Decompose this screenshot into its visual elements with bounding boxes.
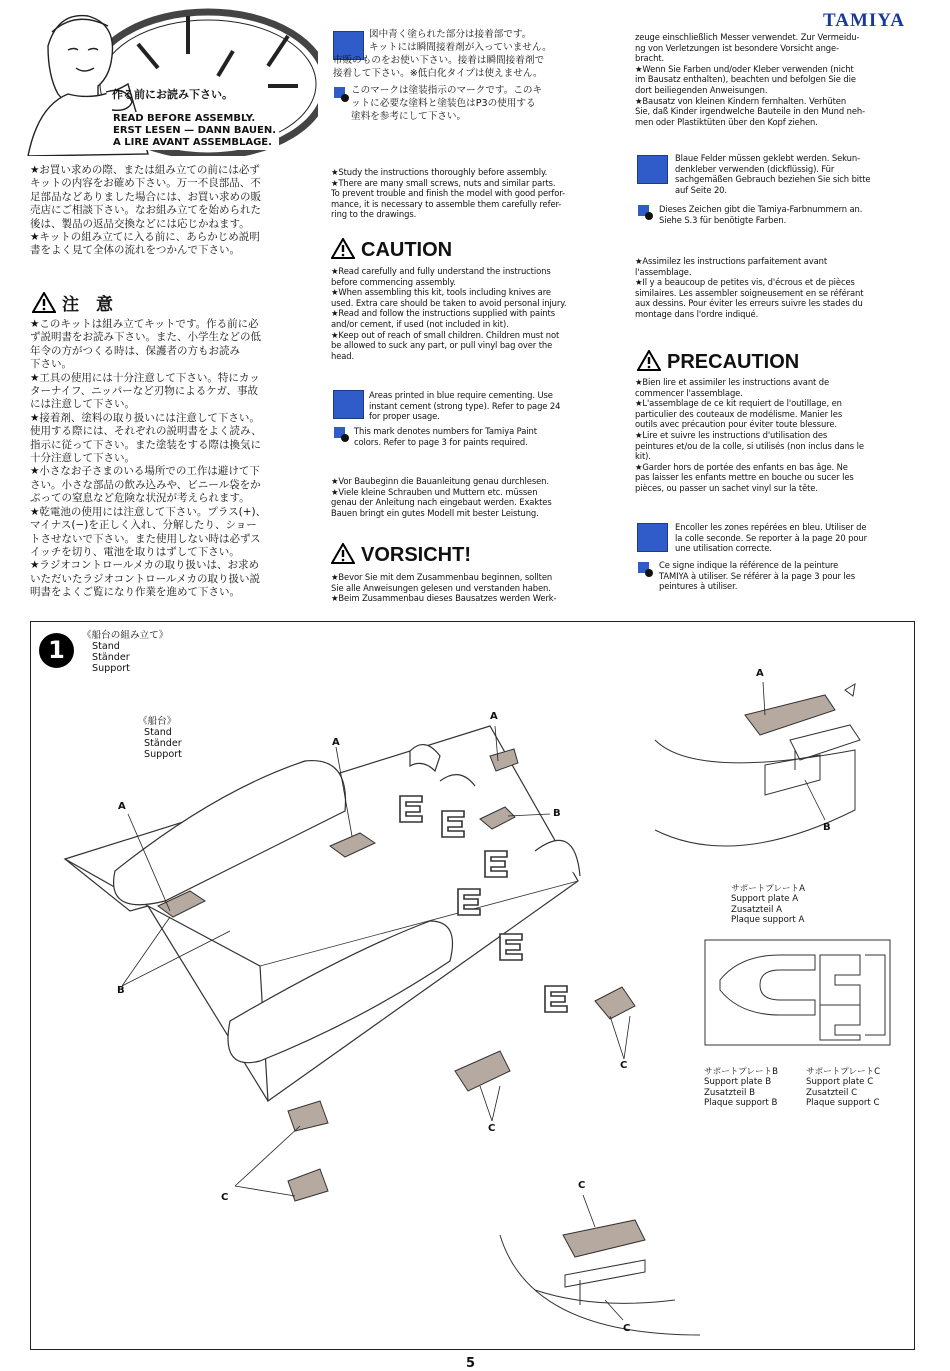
caution-heading-jp: 注 意 — [32, 290, 113, 315]
paint-brush-icon — [333, 86, 349, 102]
paint-note-en: This mark denotes numbers for Tamiya Paint colors. Refer to page 3 for paints required. — [354, 426, 537, 447]
blue-note-fr: Encoller les zones repérées en bleu. Utiliser de la colle seconde. Se reporter à la page 20 pour une utilisation correcte. — [675, 522, 867, 554]
paint-note-de: Dieses Zeichen gibt die Tamiya-Farbnummern an. Siehe S.3 für benötigte Farben. — [659, 204, 863, 225]
label-a: A — [332, 737, 340, 748]
blue-note-en: Areas printed in blue require cementing. Use instant cement (strong type). Refer to page 24 for proper usage. — [369, 390, 561, 422]
cement-blue-swatch — [637, 155, 668, 184]
caution-list-jp: ★このキットは組み立てキットです。作る前に必 ず説明書をお読み下さい。また、小学生などの低 年令の方がつくる時は、保護者の方もお読み 下さい。 ★工具の使用には十分注意して下さい。特にカッ ターナイフ、ニッパーなど刃物によるケガ、事故 には注意して下さい。 ★接着剤、塗料の取り扱いには注意して下さい。 使用する際には、それぞれの説明書をよく読み、 指示に従って下さい。また塗装をする際は換気に 十分注意して下さい。 ★小さなお子さまのいる場所での工作は避けて下 さい。小さな部品の飲み込みや、ビニール袋をか ぶっての窒息など危険な状況が考えられます。 ★乾電池の使用には注意して下さい。プラス(+)、 マイナス(−)を正しく入れ、分解したり、ショー トさせないで下さい。また使用しない時は必ずス イッチを切り、電池を取りはずして下さい。 ★ラジオコントロールメカの取り扱いは、お求め いただいたラジオコントロールメカの取り扱い説 明書をよくご覧になり作業を進めて下さい。 — [30, 318, 267, 599]
paint-brush-icon — [637, 204, 653, 220]
warning-icon — [331, 543, 355, 564]
plate-b-caption: サポートプレートB Support plate B Zusatzteil B Plaque support B — [704, 1067, 779, 1109]
intro-en: ★Study the instructions thoroughly before assembly. ★There are many small screws, nuts and similar parts. To prevent trouble and finish the model with good perfor- mance, it is necessary to assemble them carefully refer- ring to the drawings. — [331, 167, 565, 220]
cement-blue-swatch — [637, 523, 668, 552]
label-c: C — [620, 1060, 628, 1071]
read-first-fr: A LIRE AVANT ASSEMBLAGE. — [113, 137, 272, 148]
vorsicht-list-de: ★Bevor Sie mit dem Zusammenbau beginnen, sollten Sie alle Anweisungen gelesen und verstanden haben. ★Beim Zusammenbau dieses Bausatzes werden Werk- — [331, 572, 557, 604]
caution-list-en: ★Read carefully and fully understand the instructions before commencing assembly. ★When assembling this kit, tools including knives are used. Extra care should be taken to avoid personal injury. ★Read and follow the instructions supplied with paints and/or cement, if used (not included in kit). ★Keep out of reach of small children. Children must not be allowed to suck any part, or pull vinyl bag over the head. — [331, 266, 567, 361]
caution-heading: CAUTION — [331, 238, 452, 262]
page-number: 5 — [466, 1356, 476, 1371]
precaution-heading: PRECAUTION — [637, 350, 799, 374]
stand-caption: 《船台》 Stand Ständer Support — [138, 716, 182, 760]
detail-plate-c-drawing — [495, 1195, 715, 1345]
support-plates-sprue — [700, 935, 900, 1050]
brand-logo: TAMIYA — [823, 10, 906, 31]
warning-icon — [331, 238, 355, 259]
label-b: B — [823, 822, 831, 833]
label-a: A — [118, 801, 126, 812]
read-first-en: READ BEFORE ASSEMBLY. — [113, 113, 256, 124]
label-c: C — [578, 1180, 586, 1191]
label-c: C — [221, 1192, 229, 1203]
warning-icon — [637, 350, 661, 371]
cement-blue-swatch — [333, 390, 364, 419]
read-first-jp: 作る前にお読み下さい。 — [112, 88, 233, 101]
warnings-de-cont: zeuge einschließlich Messer verwendet. Zur Vermeidu- ng von Verletzungen ist besondere Vorsicht ange- bracht. ★Wenn Sie Farben und/oder Kleber verwenden (nicht im Bausatz enthalten), beachten und befolgen Sie die dort beiliegenden Anweisungen. ★Bausatz von kleinen Kindern fernhalten. Verhüten Sie, daß Kinder irgendwelche Bauteile in den Mund neh- men oder Plastiktüten über den Kopf ziehen. — [635, 32, 866, 127]
read-before-assembly — [110, 112, 279, 150]
paint-note-fr: Ce signe indique la référence de la peinture TAMIYA à utiliser. Se référer à la page 3 pour les peintures à utiliser. — [659, 560, 855, 592]
label-a: A — [490, 711, 498, 722]
paint-brush-icon — [637, 561, 653, 577]
label-b: B — [553, 808, 561, 819]
blue-note-de: Blaue Felder müssen geklebt werden. Sekun- denkleber verwenden (dickflüssig). Für sachgemäßen Gebrauch beziehen Sie sich bitte auf Seite 20. — [675, 153, 871, 195]
intro-jp: ★お買い求めの際、または組み立ての前には必ず キットの内容をお確め下さい。万一不良部品、不 足部品などありました場合には、お買い求めの販 売店にご相談下さい。なお組み立てを始められた 後は、製品の返品交換などには応じかねます。 ★キットの組み立てに入る前に、あらかじめ説明 書をよく見て全体の流れをつかんで下さい。 — [30, 164, 261, 257]
label-c: C — [623, 1323, 631, 1334]
paint-note-jp: このマークは塗装指示のマークです。このキ ットに必要な塗料と塗装色はP3の使用する 塗料を参考にして下さい。 — [351, 85, 543, 122]
vorsicht-heading: VORSICHT! — [331, 543, 471, 567]
step-number: 1 — [39, 633, 74, 668]
warning-icon — [32, 292, 56, 313]
plate-c-caption: サポートプレートC Support plate C Zusatzteil C Plaque support C — [806, 1067, 881, 1109]
detail-plate-a-drawing — [650, 670, 880, 850]
label-c: C — [488, 1123, 496, 1134]
intro-de: ★Vor Baubeginn die Bauanleitung genau durchlesen. ★Viele kleine Schrauben und Muttern etc. müssen genau der Anleitung nach eingebaut werden. Exaktes Bauen bringt ein gutes Modell mit bester Leistung. — [331, 476, 552, 518]
read-first-de: ERST LESEN — DANN BAUEN. — [113, 125, 277, 136]
blue-note-jp: 図中青く塗られた部分は接着部です。 キットには瞬間接着剤が入っていません。 市販のものをお使い下さい。接着は瞬間接着剤で 接着して下さい。※低白化タイプは使えません。 — [333, 29, 552, 79]
precaution-list-fr: ★Bien lire et assimiler les instructions avant de commencer l'assemblage. ★L'assemblage de ce kit requiert de l'outillage, en particulier des couteaux de modélisme. Manier les outils avec précaution pour éviter toute blessure. ★Lire et suivre les instructions d'utilisation des peintures et/ou de la colle, si utilisés (non inclus dans le kit). ★Garder hors de portée des enfants en bas âge. Ne pas laisser les enfants mettre en bouche ou sucer les pièces, ou passer un sachet vinyl sur la tête. — [635, 377, 864, 493]
paint-brush-icon — [333, 426, 349, 442]
intro-fr: ★Assimilez les instructions parfaitement avant l'assemblage. ★Il y a beaucoup de petites vis, d'écrous et de pièces similaires. Les assembler soigneusement en se référant aux dessins. Pour éviter les erreurs suivre les stades du montage dans l'ordre indiqué. — [635, 256, 864, 319]
plate-a-caption: サポートプレートA Support plate A Zusatzteil A Plaque support A — [731, 884, 806, 926]
label-a: A — [756, 668, 764, 679]
label-b: B — [117, 985, 125, 996]
step-title: 《船台の組み立て》 Stand Ständer Support — [82, 630, 169, 674]
